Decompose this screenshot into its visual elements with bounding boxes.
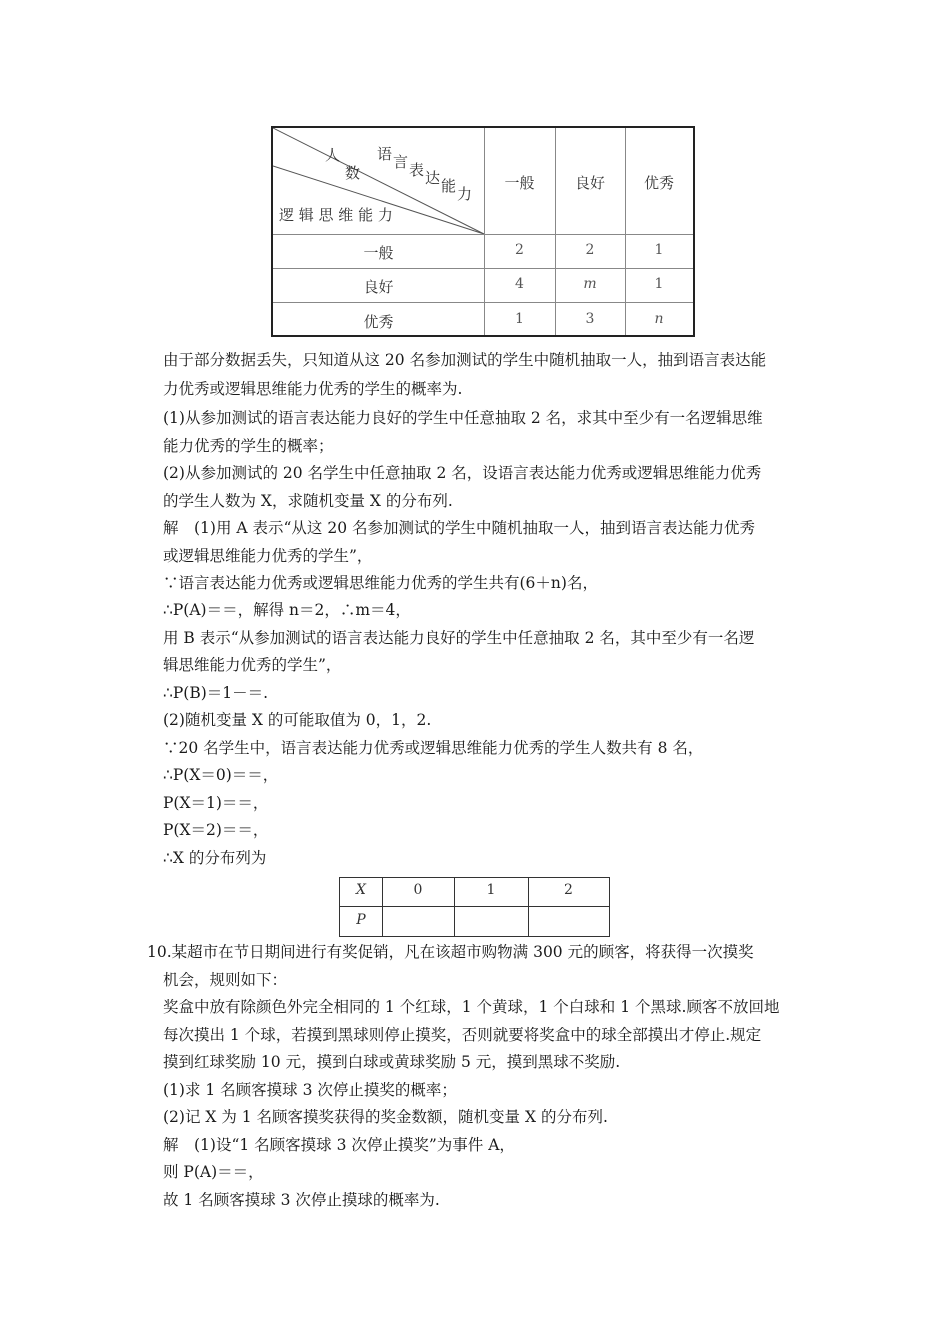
text-line: ∴X 的分布列为: [163, 849, 267, 867]
table-cell: n: [654, 311, 664, 327]
table-cell: 1: [654, 242, 664, 258]
text-line: 用 B 表示“从参加测试的语言表达能力良好的学生中任意抽取 2 名，其中至少有一名逻: [163, 629, 755, 647]
dist-header: 1: [486, 882, 496, 898]
diag-label-lang-5: 能: [441, 177, 457, 195]
row-label: 优秀: [363, 313, 394, 331]
text-line: (2)从参加测试的 20 名学生中任意抽取 2 名，设语言表达能力优秀或逻辑思维能力优秀: [163, 464, 762, 482]
text-line: 或逻辑思维能力优秀的学生”，: [163, 547, 373, 565]
text-line: ∴P(B)＝1－＝.: [163, 684, 269, 702]
text-line: 辑思维能力优秀的学生”，: [163, 656, 342, 674]
text-line: 故 1 名顾客摸球 3 次停止摸球的概率为.: [163, 1191, 440, 1209]
table-divider: [555, 128, 556, 335]
table-divider: [340, 906, 609, 907]
table-cell: 2: [585, 242, 595, 258]
text-line: 每次摸出 1 个球，若摸到黑球则停止摸奖，否则就要将奖盒中的球全部摸出才停止.规定: [163, 1026, 762, 1044]
dist-header: 2: [564, 882, 573, 898]
diag-label-lang-2: 言: [393, 153, 409, 171]
text-line: 奖盒中放有除颜色外完全相同的 1 个红球，1 个黄球，1 个白球和 1 个黑球.顾客不放回地: [163, 998, 780, 1016]
col-header: 一般: [504, 174, 535, 192]
text-line: P(X＝1)＝＝，: [163, 794, 269, 812]
table-cell: 4: [515, 276, 524, 292]
diag-label-lang-6: 力: [457, 185, 473, 203]
text-line: 解 (1)用 A 表示“从这 20 名参加测试的学生中随机抽取一人，抽到语言表达能力优秀: [163, 519, 756, 537]
text-line: P(X＝2)＝＝，: [163, 821, 269, 839]
table-cell: 1: [515, 311, 524, 327]
text-line: 摸到红球奖励 10 元，摸到白球或黄球奖励 5 元，摸到黑球不奖励.: [163, 1053, 621, 1071]
col-header: 优秀: [643, 174, 674, 192]
table-divider: [273, 234, 693, 235]
text-line: (1)求 1 名顾客摸球 3 次停止摸奖的概率；: [163, 1081, 457, 1099]
text-line: (2)随机变量 X 的可能取值为 0，1，2.: [163, 711, 432, 729]
diag-label-lang-4: 达: [425, 169, 441, 187]
text-line: 则 P(A)＝＝，: [163, 1163, 264, 1181]
table-cell: 3: [585, 311, 595, 327]
text-line: ∵语言表达能力优秀或逻辑思维能力优秀的学生共有(6＋n)名，: [163, 574, 598, 592]
text-line: 的学生人数为 X，求随机变量 X 的分布列.: [163, 492, 453, 510]
diag-label-lang-1: 语: [377, 145, 393, 163]
text-line: ∴P(A)＝＝，解得 n＝2，∴m＝4，: [163, 601, 411, 619]
diag-label-logic: 逻 辑 思 维 能 力: [279, 206, 393, 224]
text-line: 机会，规则如下：: [163, 971, 288, 989]
table-divider: [273, 268, 693, 269]
distribution-table: [339, 877, 610, 937]
col-header: 良好: [574, 174, 605, 192]
text-line: ∴P(X＝0)＝＝，: [163, 766, 279, 784]
ability-table: [271, 126, 695, 337]
text-line: (1)从参加测试的语言表达能力良好的学生中任意抽取 2 名，求其中至少有一名逻辑思维: [163, 409, 763, 427]
text-line: 能力优秀的学生的概率；: [163, 437, 334, 455]
dist-header: X: [356, 882, 366, 898]
table-divider: [484, 128, 485, 335]
table-cell: m: [583, 276, 597, 292]
row-label: 一般: [363, 244, 394, 262]
table-cell: 2: [515, 242, 524, 258]
diag-label-lang-3: 表: [409, 161, 425, 179]
text-line: 解 (1)设“1 名顾客摸球 3 次停止摸奖”为事件 A，: [163, 1136, 515, 1154]
dist-header: 0: [413, 882, 423, 898]
text-line: 由于部分数据丢失，只知道从这 20 名参加测试的学生中随机抽取一人，抽到语言表达能: [163, 351, 767, 369]
dist-row-label: P: [356, 912, 366, 928]
question-line: 10.某超市在节日期间进行有奖促销，凡在该超市购物满 300 元的顾客，将获得一次摸奖: [147, 943, 754, 961]
text-line: 力优秀或逻辑思维能力优秀的学生的概率为.: [163, 380, 463, 398]
text-line: (2)记 X 为 1 名顾客摸奖获得的奖金数额，随机变量 X 的分布列.: [163, 1108, 608, 1126]
diag-label-people-2: 数: [345, 164, 361, 182]
text-line: ∵20 名学生中，语言表达能力优秀或逻辑思维能力优秀的学生人数共有 8 名，: [163, 739, 704, 757]
table-divider: [625, 128, 626, 335]
table-cell: 1: [654, 276, 664, 292]
table-divider: [273, 302, 693, 303]
diag-label-people-1: 人: [325, 146, 341, 164]
row-label: 良好: [363, 278, 394, 296]
